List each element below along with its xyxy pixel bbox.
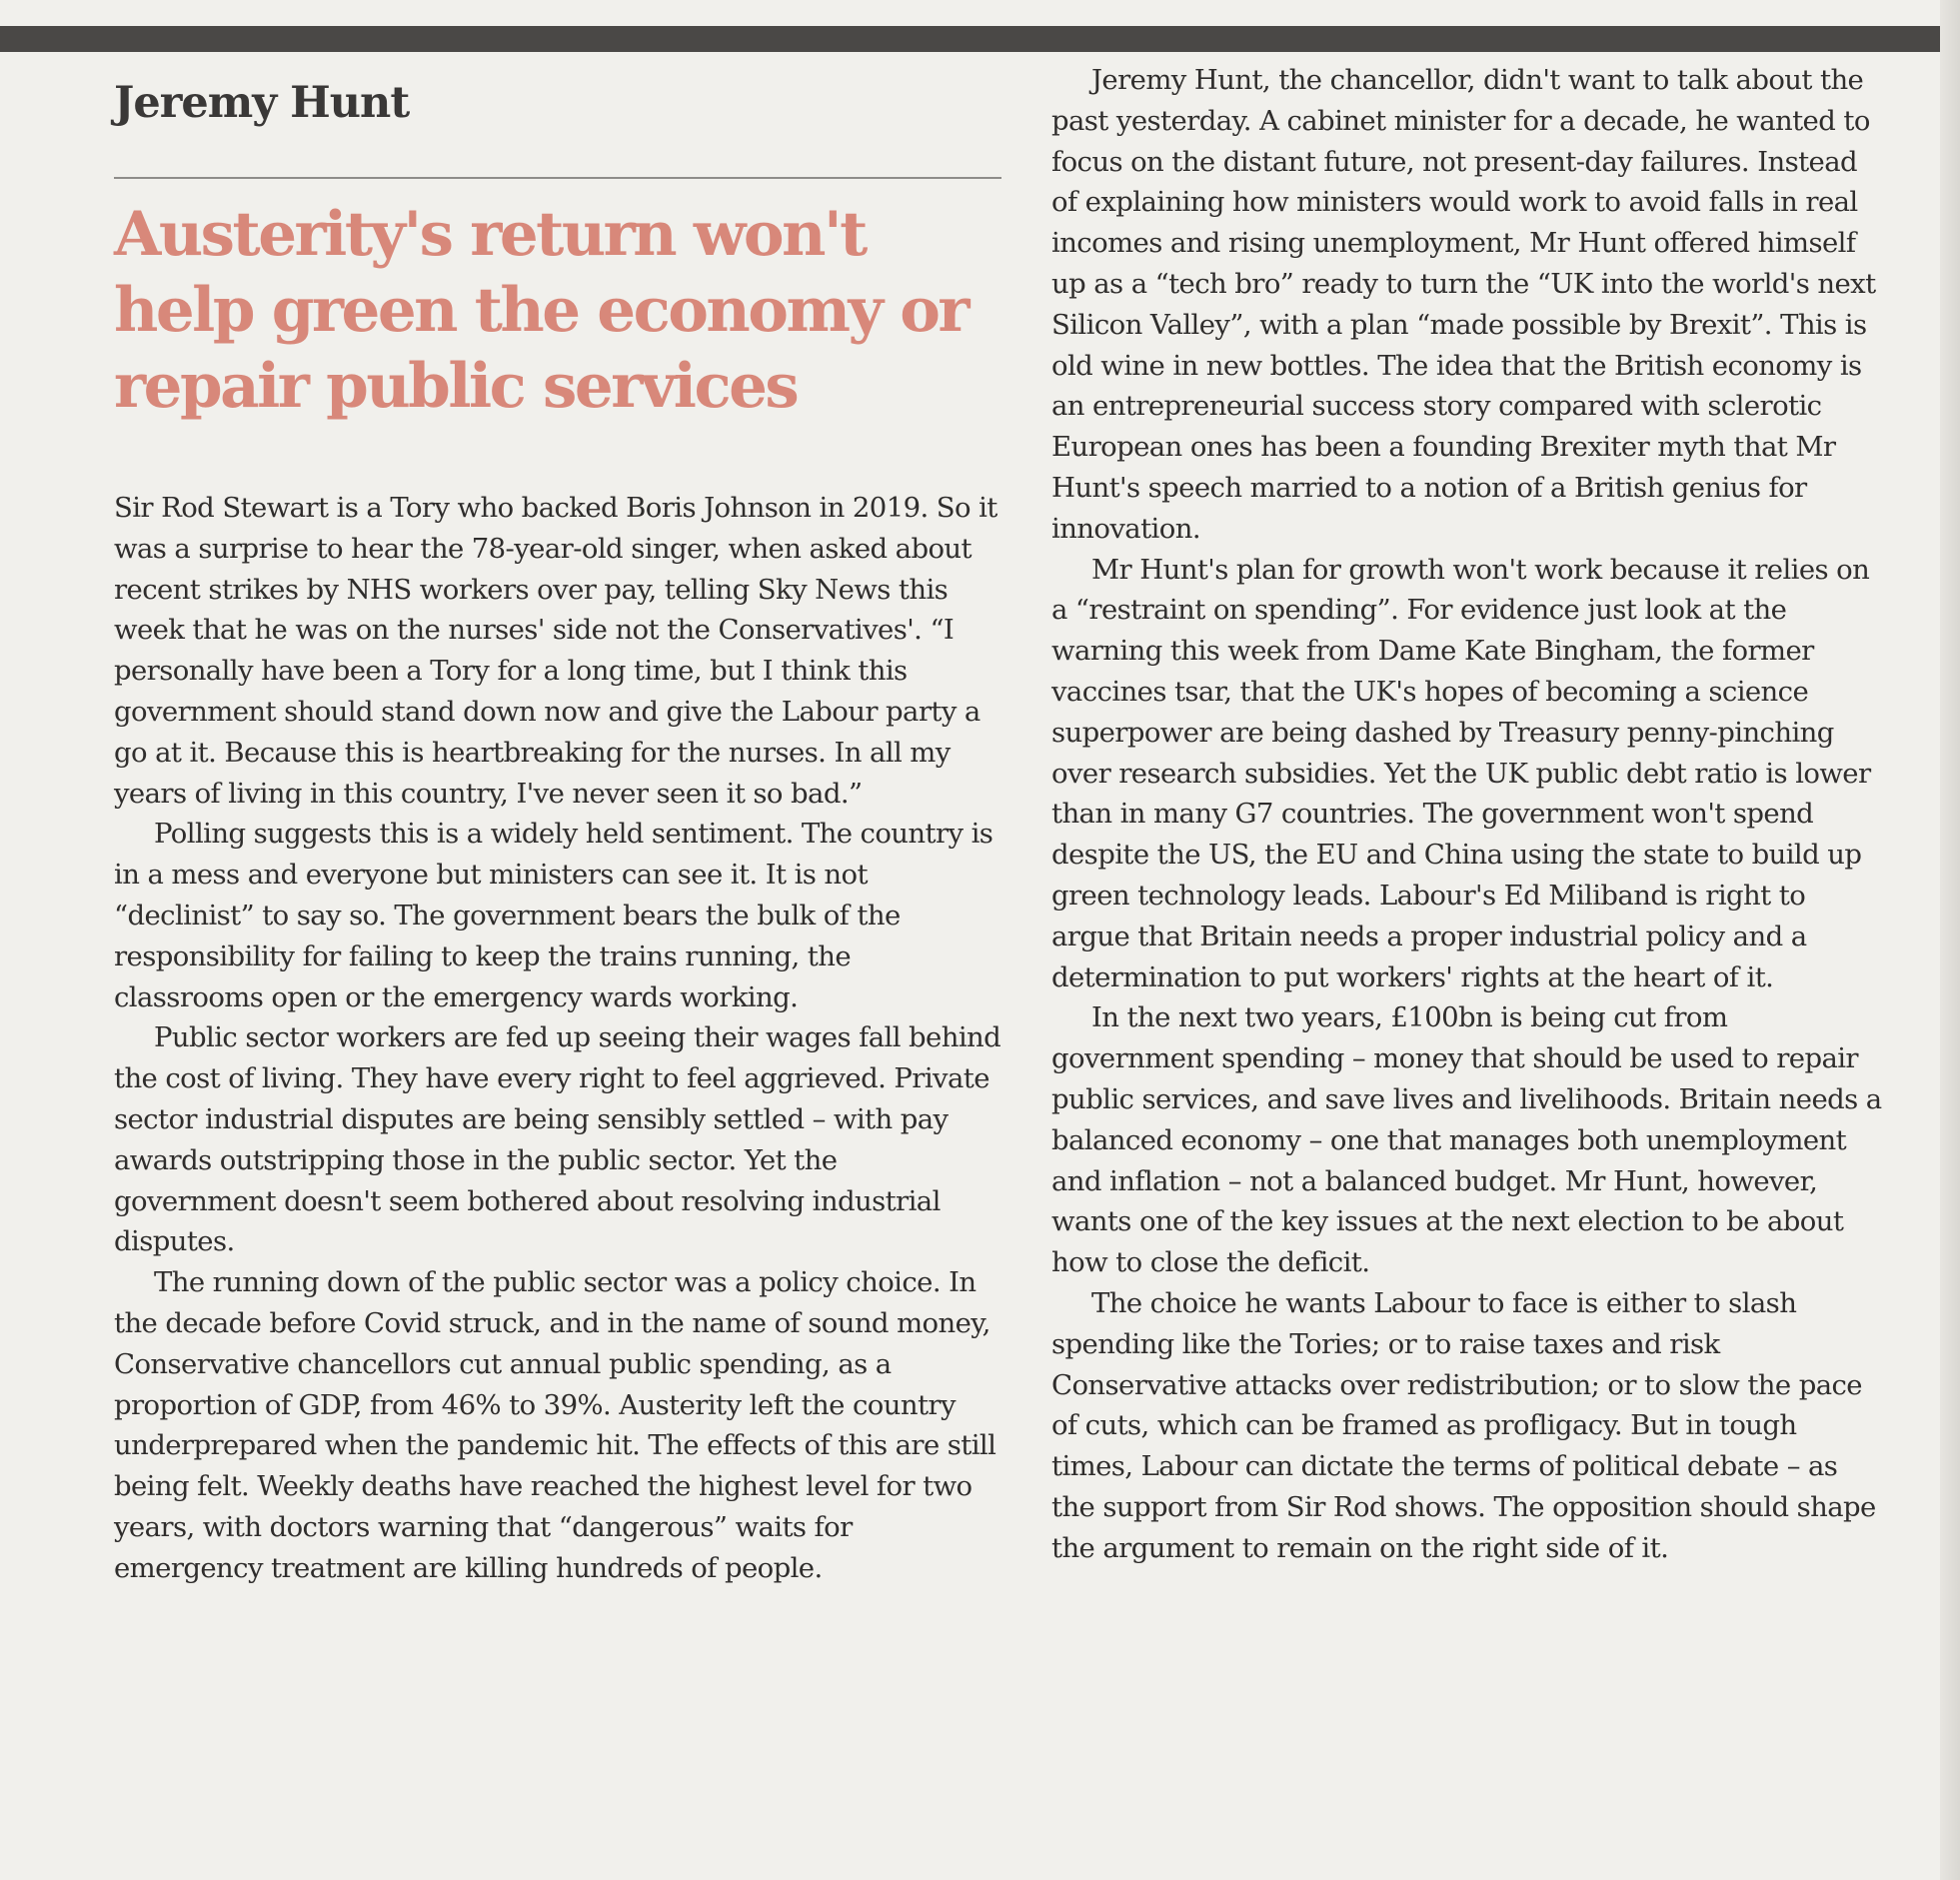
paragraph: In the next two years, £100bn is being cut from government spending – money that should be used to repair public services, and save lives and livelihoods. Britain needs a balanced economy – one that manages both unemployment and inflation – not a balanced budget. Mr Hunt, however, wants one of the key issues at the next election to be about how to close the deficit. [1051, 1001, 1882, 1279]
paragraph: Sir Rod Stewart is a Tory who backed Boris Johnson in 2019. So it was a surprise to hear the 78-year-old singer, when asked about recent strikes by NHS workers over pay, telling Sky News this week that he was on the nurses' side not the Conservatives'. “I personally have been a Tory for a long time, but I think this government should stand down now and give the Labour party a go at it. Because this is heartbreaking for the nurses. In all my years of living in this country, I've never seen it so bad.” [114, 492, 997, 810]
paragraph: Public sector workers are fed up seeing their wages fall behind the cost of living. They have every right to feel aggrieved. Private sector industrial disputes are being sensibly settled – with pay awards outstripping those in the public sector. Yet the government doesn't seem bothered about resolving industrial disputes. [114, 1021, 1001, 1258]
page-edge [1940, 0, 1960, 1880]
left-column-body [114, 488, 1003, 1589]
right-column-body [1051, 60, 1886, 1568]
left-column [114, 52, 1003, 1589]
headline: Austerity's return won't help green the economy or repair public services [114, 199, 969, 422]
paragraph: Mr Hunt's plan for growth won't work because it relies on a “restraint on spending”. For evidence just look at the warning this week from Dame Kate Bingham, the former vaccines tsar, that the UK's hopes of becoming a science superpower are being dashed by Treasury penny-pinching over research subsidies. Yet the UK public debt ratio is lower than in many G7 countries. The government won't spend despite the US, the EU and China using the state to build up green technology leads. Labour's Ed Miliband is right to argue that Britain needs a proper industrial policy and a determination to put workers' rights at the heart of it. [1051, 553, 1871, 993]
top-rule [0, 26, 1960, 52]
paragraph: Polling suggests this is a widely held sentiment. The country is in a mess and everyone but ministers can see it. It is not “declinist” to say so. The government bears the bulk of the responsibility for failing to keep the trains running, the classrooms open or the emergency wards working. [114, 818, 993, 1013]
paragraph: Jeremy Hunt, the chancellor, didn't want to talk about the past yesterday. A cabinet minister for a decade, he wanted to focus on the distant future, not present-day failures. Instead of explaining how ministers would work to avoid falls in real incomes and rising unemployment, Mr Hunt offered himself up as a “tech bro” ready to turn the “UK into the world's next Silicon Valley”, with a plan “made possible by Brexit”. This is old wine in new bottles. The idea that the British economy is an entrepreneurial success story compared with sclerotic European ones has been a founding Brexiter myth that Mr Hunt's speech married to a notion of a British genius for innovation. [1051, 64, 1876, 545]
right-column [1051, 60, 1886, 1568]
section-kicker: Jeremy Hunt [114, 78, 410, 128]
paragraph: The choice he wants Labour to face is either to slash spending like the Tories; or to raise taxes and risk Conservative attacks over redistribution; or to slow the pace of cuts, which can be framed as profligacy. But in tough times, Labour can dictate the terms of political debate – as the support from Sir Rod shows. The opposition should shape the argument to remain on the right side of it. [1051, 1286, 1876, 1564]
paragraph: The running down of the public sector was a policy choice. In the decade before Covid struck, and in the name of sound money, Conservative chancellors cut annual public spending, as a proportion of GDP, from 46% to 39%. Austerity left the country underprepared when the pandemic hit. The effects of this are still being felt. Weekly deaths have reached the highest level for two years, with doctors warning that “dangerous” waits for emergency treatment are killing hundreds of people. [114, 1266, 996, 1584]
divider-rule [114, 177, 1001, 179]
